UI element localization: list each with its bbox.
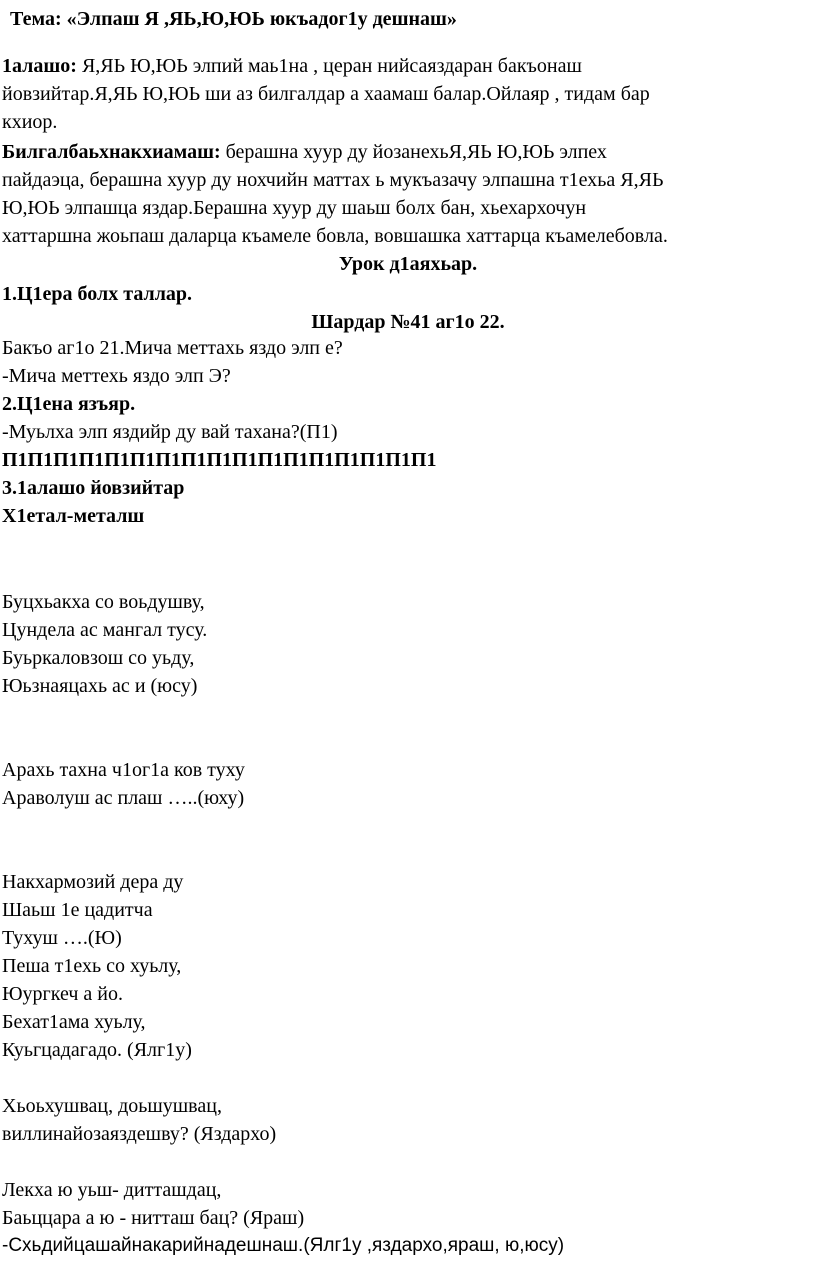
riddle-line: Юьзнаяцахь ас и (юсу)	[2, 675, 198, 697]
page-title: Тема: «Элпаш Я ,ЯЬ,Ю,ЮЬ юкъадог1у дешнаш»	[10, 8, 457, 30]
question-2: -Мича меттехь яздо элп Э?	[2, 365, 231, 387]
riddle-line: Хьоьхушвац, доьшушвац,	[2, 1095, 222, 1117]
riddle-line: Араволуш ас плаш …..(юху)	[2, 787, 245, 809]
question-3: -Муьлха элп яздийр ду вай тахана?(П1)	[2, 421, 338, 443]
riddle-line: Цундела ас мангал тусу.	[2, 619, 208, 641]
letters-row: П1П1П1П1П1П1П1П1П1П1П1П1П1П1П1П1П1	[2, 449, 437, 471]
expected-line-3: Ю,ЮЬ элпашца яздар.Берашна хуур ду шаьш болх бан, хьехархочун	[2, 197, 587, 219]
expected-line-1	[2, 138, 607, 166]
expected-line-4: хаттаршна жоьпаш даларца къамеле бовла, вовшашка хаттарца къамелебовла.	[2, 225, 668, 247]
riddle-line: Бехат1ама хуьлу,	[2, 1011, 146, 1033]
expected-text-1: берашна хуур ду йозанехьЯ,ЯЬ Ю,ЮЬ элпех	[220, 141, 607, 163]
goal-label: 1алашо:	[2, 55, 77, 77]
goal-line-1	[2, 52, 582, 80]
riddle-line: Буьркаловзош со уьду,	[2, 647, 195, 669]
riddle-line: Куьгцадагадо. (Ялг1у)	[2, 1039, 192, 1061]
goal-line-2: йовзийтар.Я,ЯЬ Ю,ЮЬ ши аз билгалдар а хаамаш балар.Ойлаяр , тидам бар	[2, 83, 650, 105]
riddle-line: Лекха ю уьш- дитташдац,	[2, 1179, 222, 1201]
riddle-line: виллинайозаяздешву? (Яздархо)	[2, 1123, 277, 1145]
final-task-line: -Схьдийцашайнакарийнадешнаш.(Ялг1у ,яздархо,яраш, ю,юсу)	[2, 1235, 565, 1256]
expected-label: Билгалбаьхнакхиамаш:	[2, 141, 221, 163]
lesson-heading: Урок д1аяхьар.	[338, 253, 478, 275]
expected-line-2: пайдаэца, берашна хуур ду нохчийн маттах ь мукъазачу элпашна т1ехьа Я,ЯЬ	[2, 169, 664, 191]
step-1-heading: 1.Ц1ера болх таллар.	[2, 283, 193, 305]
step-2-heading: 2.Ц1ена язъяр.	[2, 393, 136, 415]
riddle-line: Юургкеч а йо.	[2, 983, 123, 1005]
riddle-line: Арахь тахна ч1ог1а ков туху	[2, 759, 245, 781]
question-1: Бакъо аг1о 21.Мича меттахь яздо элп е?	[2, 337, 343, 359]
riddle-line: Баьццара а ю - нитташ бац? (Яраш)	[2, 1207, 305, 1229]
riddle-line: Пеша т1ехь со хуьлу,	[2, 955, 182, 977]
step-3-heading: 3.1алашо йовзийтар	[2, 477, 185, 499]
riddle-line: Буцхьакха со воьдушву,	[2, 591, 205, 613]
game-heading: Х1етал-металш	[2, 505, 145, 527]
riddle-line: Шаьш 1е цадитча	[2, 899, 153, 921]
riddle-line: Накхармозий дера ду	[2, 871, 184, 893]
goal-line-3: кхиор.	[2, 111, 58, 133]
goal-text-1: Я,ЯЬ Ю,ЮЬ элпий маь1на , церан нийсаяздаран бакъонаш	[76, 55, 582, 77]
riddle-line: Тухуш ….(Ю)	[2, 927, 122, 949]
exercise-heading: Шардар №41 аг1о 22.	[311, 311, 505, 333]
